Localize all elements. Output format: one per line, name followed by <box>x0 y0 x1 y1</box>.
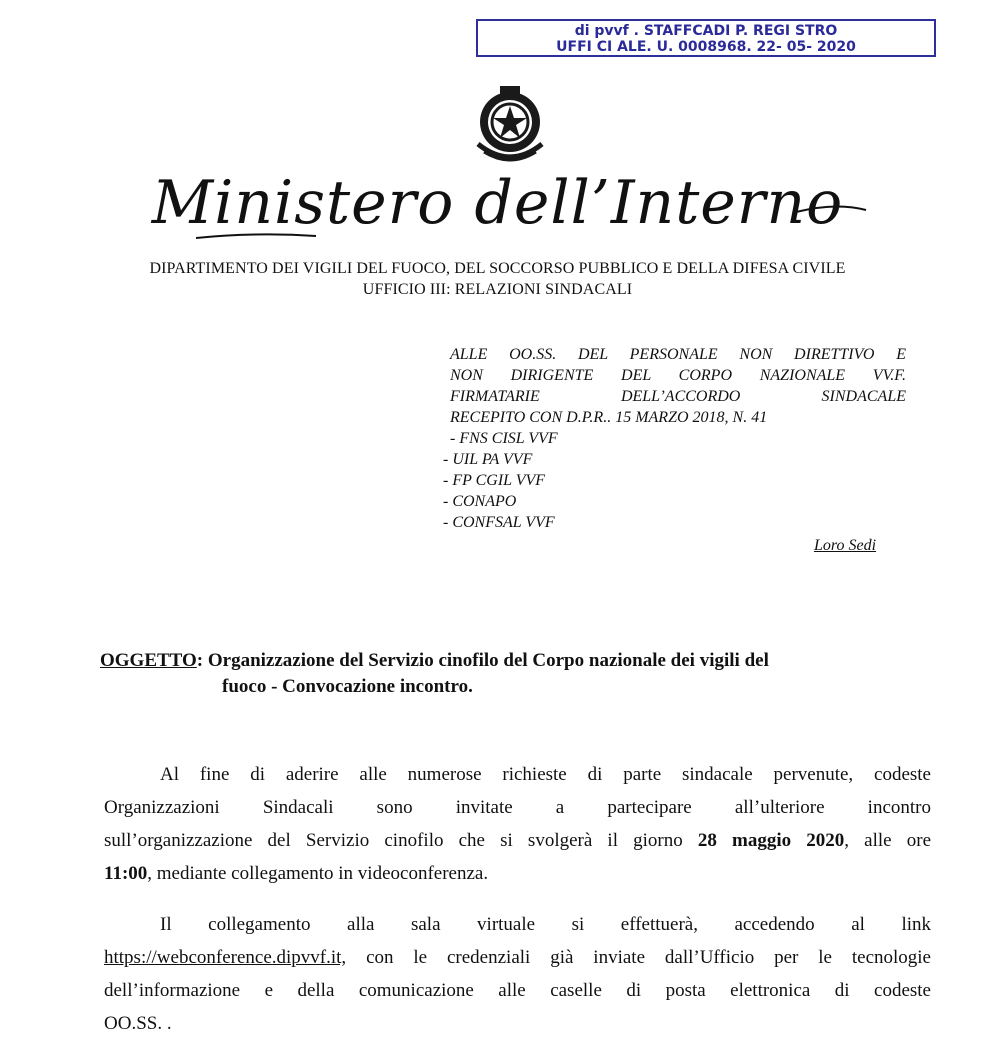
paragraph-line: Il collegamento alla sala virtuale si effettuerà, accedendo al link <box>160 914 931 935</box>
ministry-flourish <box>196 192 876 252</box>
paragraph-line: Organizzazioni Sindacali sono invitate a partecipare all’ulteriore incontro <box>104 797 931 818</box>
recipients-line-1: ALLE OO.SS. DEL PERSONALE NON DIRETTIVO E <box>450 346 906 363</box>
subject-line <box>100 648 930 674</box>
body-paragraph-2 <box>104 908 931 1040</box>
recipients-line-2: NON DIRIGENTE DEL CORPO NAZIONALE VV.F. <box>450 367 906 384</box>
protocol-stamp <box>476 19 936 57</box>
meeting-time: 11:00 <box>104 863 148 884</box>
subject-label: OGGETTO <box>100 650 197 671</box>
recipients-line-4: RECEPITO CON D.P.R.. 15 MARZO 2018, N. 41 <box>450 409 768 426</box>
office-heading: UFFICIO III: RELAZIONI SINDACALI <box>362 281 633 298</box>
webconference-link[interactable]: https://webconference.dipvvf.it, <box>104 947 347 968</box>
body-paragraph-1 <box>104 758 931 890</box>
ministry-title: Ministero dell’Interno <box>151 168 844 238</box>
text-run: sull’organizzazione del Servizio cinofilo che si svolgerà il giorno <box>104 830 698 851</box>
union-item: - FP CGIL VVF <box>443 472 546 489</box>
text-run: , mediante collegamento in videoconferenza. <box>147 863 489 884</box>
union-item: - UIL PA VVF <box>443 451 533 468</box>
recipients-closing: Loro Sedi <box>814 537 877 554</box>
paragraph-line: Al fine di aderire alle numerose richieste di parte sindacale pervenute, codeste <box>160 764 931 785</box>
meeting-date: 28 maggio 2020 <box>697 830 845 851</box>
union-item: - CONAPO <box>443 493 517 510</box>
paragraph-line: dell’informazione e della comunicazione alle caselle di posta elettronica di codeste <box>104 980 931 1001</box>
text-run: , alle ore <box>844 830 931 851</box>
union-item: - FNS CISL VVF <box>450 430 558 447</box>
stamp-line-1: di pvvf . STAFFCADI P. REGI STRO <box>574 23 838 39</box>
subject-text-2: fuoco - Convocazione incontro. <box>222 676 473 697</box>
paragraph-line <box>104 857 931 890</box>
stamp-line-2: UFFI CI ALE. U. 0008968. 22- 05- 2020 <box>556 39 856 55</box>
union-item: - CONFSAL VVF <box>443 514 555 531</box>
paragraph-line <box>104 941 931 974</box>
italian-republic-emblem-icon <box>470 84 550 166</box>
recipients-line-3: FIRMATARIE DELL’ACCORDO SINDACALE <box>450 388 906 405</box>
paragraph-line <box>104 824 931 857</box>
department-heading: DIPARTIMENTO DEI VIGILI DEL FUOCO, DEL SOCCORSO PUBBLICO E DELLA DIFESA CIVILE <box>149 260 846 277</box>
paragraph-line: OO.SS. . <box>104 1013 172 1034</box>
subject-text-1: : Organizzazione del Servizio cinofilo del Corpo nazionale dei vigili del <box>196 650 769 671</box>
text-run: con le credenziali già inviate dall’Ufficio per le tecnologie <box>346 947 931 968</box>
